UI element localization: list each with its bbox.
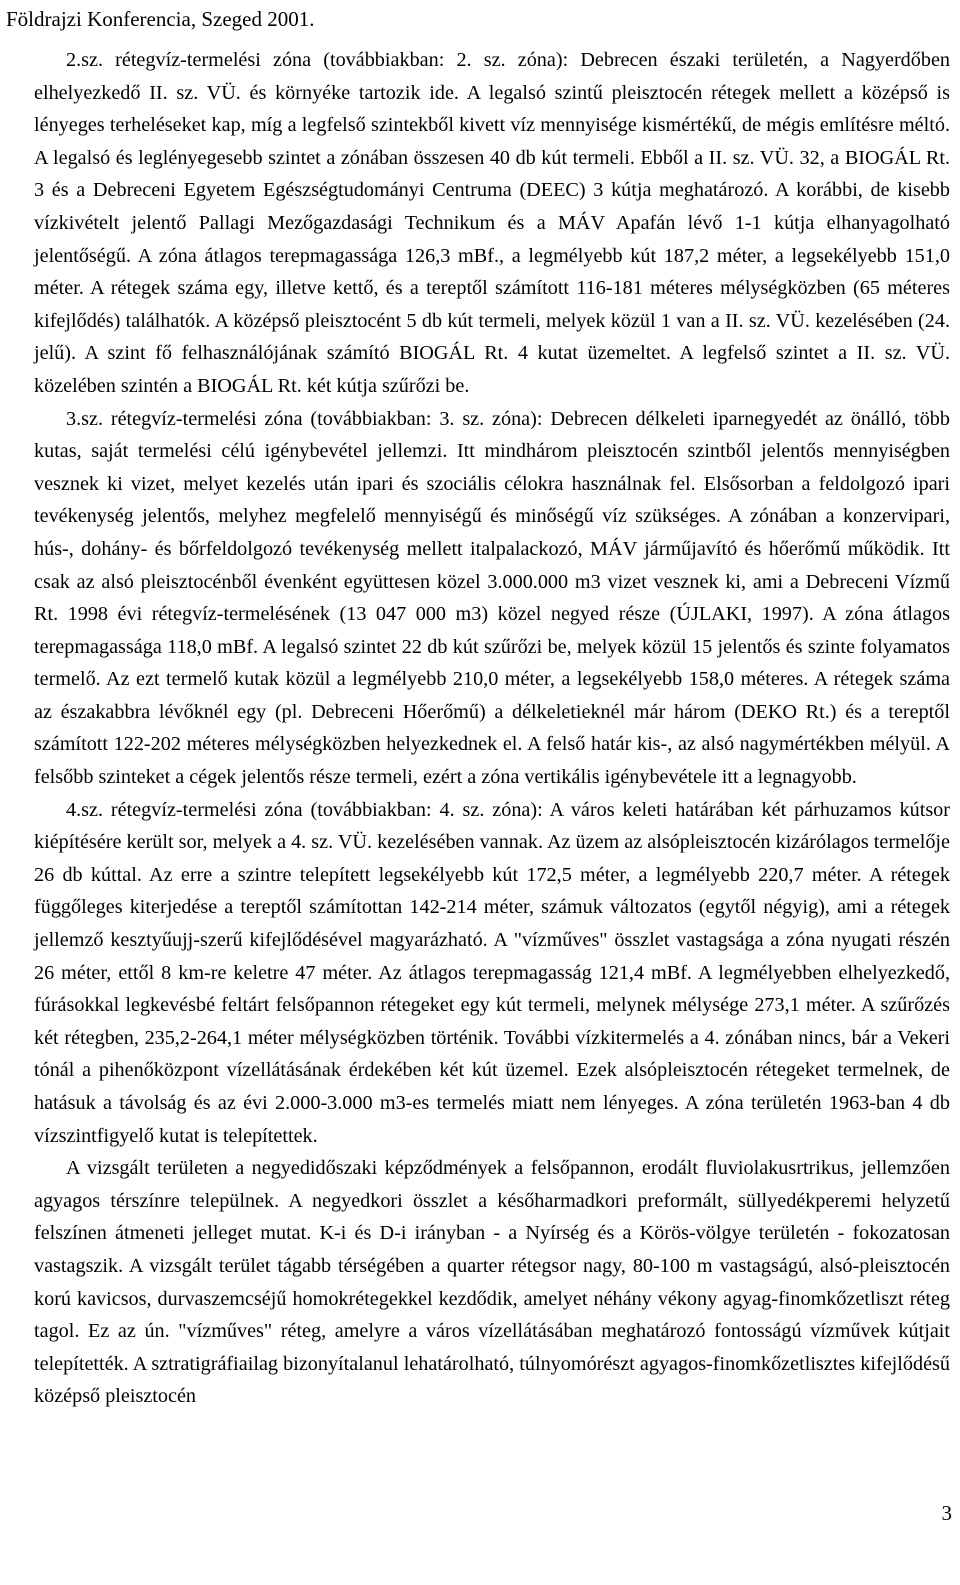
page-header: Földrajzi Konferencia, Szeged 2001.	[6, 7, 315, 31]
page-number: 3	[941, 1501, 952, 1525]
document-body	[34, 44, 950, 1413]
paragraph-zone-4: 4.sz. rétegvíz-termelési zóna (továbbiakban: 4. sz. zóna): A város keleti határában két párhuzamos kútsor kiépítésére került sor, melyek a 4. sz. VÜ. kezelésében vannak. Az üzem az alsópleisztocén kizárólagos termelője 26 db kúttal. Az erre a szintre telepített legsekélyebb kút 172,5 méter, a legmélyebb 220,7 méter. A rétegek függőleges kiterjedése a tereptől számítottan 142-214 méter, számuk változatos (egytől négyig), ami a rétegek jellemző kesztyűujj-szerű kifejlődésével magyarázható. A "vízműves" összlet vastagsága a zóna nyugati részén 26 méter, ettől 8 km-re keletre 47 méter. Az átlagos terepmagasság 121,4 mBf. A legmélyebben elhelyezkedő, fúrásokkal legkevésbé feltárt felsőpannon rétegeket egy kút termeli, melynek mélysége 273,1 méter. A szűrőzés két rétegben, 235,2-264,1 méter mélységközben történik. További vízkitermelés a 4. zónában nincs, bár a Vekeri tónál a pihenőközpont vízellátásának érdekében két kút üzemel. Ezek alsópleisztocén rétegeket termelnek, de hatásuk a távolság és az évi 2.000-3.000 m3-es termelés miatt nem lényeges. A zóna területén 1963-ban 4 db vízszintfigyelő kutat is telepítettek.	[34, 798, 950, 1147]
paragraph-geology: A vizsgált területen a negyedidőszaki képződmények a felsőpannon, erodált fluviolakusrtrikus, jellemzően agyagos térszínre települnek. A negyedkori összlet a későharmadkori preformált, süllyedékperemi helyzetű felszínen átmeneti jelleget mutat. K-i és D-i irányban - a Nyírség és a Körös-völgye területén - fokozatosan vastagszik. A vizsgált terület tágabb térségében a quarter rétegsor nagy, 80-100 m vastagságú, alsó-pleisztocén korú kavicsos, durvaszemcséjű homokrétegekkel kezdődik, amelyet néhány vékony agyag-finomkőzetliszt réteg tagol. Ez az ún. "vízműves" réteg, amelyre a város vízellátásában meghatározó fontosságú vízművek kútjait telepítették. A sztratigráfiailag bizonyítalanul lehatárolható, túlnyomórészt agyagos-finomkőzetlisztes kifejlődésű középső pleisztocén	[34, 1157, 950, 1408]
paragraph-zone-3: 3.sz. rétegvíz-termelési zóna (továbbiakban: 3. sz. zóna): Debrecen délkeleti iparnegyedét az önálló, több kutas, saját termelési célú igénybevétel jellemzi. Itt mindhárom pleisztocén szintből jelentős mennyiségben vesznek ki vizet, melyet kezelés után ipari és szociális célokra használnak fel. Elsősorban a feldolgozó ipari tevékenység jelentős, melyhez megfelelő mennyiségű és minőségű víz szükséges. A zónában a konzervipari, hús-, dohány- és bőrfeldolgozó tevékenység mellett italpalackozó, MÁV járműjavító és hőerőmű működik. Itt csak az alsó pleisztocénből évenként együttesen közel 3.000.000 m3 vizet vesznek ki, ami a Debreceni Vízmű Rt. 1998 évi rétegvíz-termelésének (13 047 000 m3) közel negyed része (ÚJLAKI, 1997). A zóna átlagos terepmagassága 118,0 mBf. A legalsó szintet 22 db kút szűrőzi be, melyek közül 15 jelentős és szinte folyamatos termelő. Az ezt termelő kutak közül a legmélyebb 210,0 méter, a legsekélyebb 158,0 méteres. A rétegek száma az északabbra lévőknél egy (pl. Debreceni Hőerőmű) a délkeletieknél már három (DEKO Rt.) és a tereptől számított 122-202 méteres mélységközben helyezkednek el. A felső határ kis-, az alsó nagymértékben mélyül. A felsőbb szinteket a cégek jelentős része termeli, ezért a zóna vertikális igénybevétele itt a legnagyobb.	[34, 407, 950, 789]
paragraph-zone-2: 2.sz. rétegvíz-termelési zóna (továbbiakban: 2. sz. zóna): Debrecen északi területén, a Nagyerdőben elhelyezkedő II. sz. VÜ. és környéke tartozik ide. A legalsó szintű pleisztocén rétegek mellett a középső is lényeges terheléseket kap, míg a legfelső szintekből kivett víz mennyisége kismértékű, de mégis említésre méltó. A legalsó és leglényegesebb szintet a zónában összesen 40 db kút termeli. Ebből a II. sz. VÜ. 32, a BIOGÁL Rt. 3 és a Debreceni Egyetem Egészségtudományi Centruma (DEEC) 3 kútja meghatározó. A korábbi, de kisebb vízkivételt jelentő Pallagi Mezőgazdasági Technikum és a MÁV Apafán lévő 1-1 kútja elhanyagolható jelentőségű. A zóna átlagos terepmagassága 126,3 mBf., a legmélyebb kút 187,2 méter, a legsekélyebb 151,0 méter. A rétegek száma egy, illetve kettő, és a tereptől számított 116-181 méteres mélységközben (65 méteres kifejlődés) találhatók. A középső pleisztocént 5 db kút termeli, melyek közül 1 van a II. sz. VÜ. kezelésében (24. jelű). A szint fő felhasználójának számító BIOGÁL Rt. 4 kutat üzemeltet. A legfelső szintet a II. sz. VÜ. közelében szintén a BIOGÁL Rt. két kútja szűrőzi be.	[34, 49, 950, 397]
